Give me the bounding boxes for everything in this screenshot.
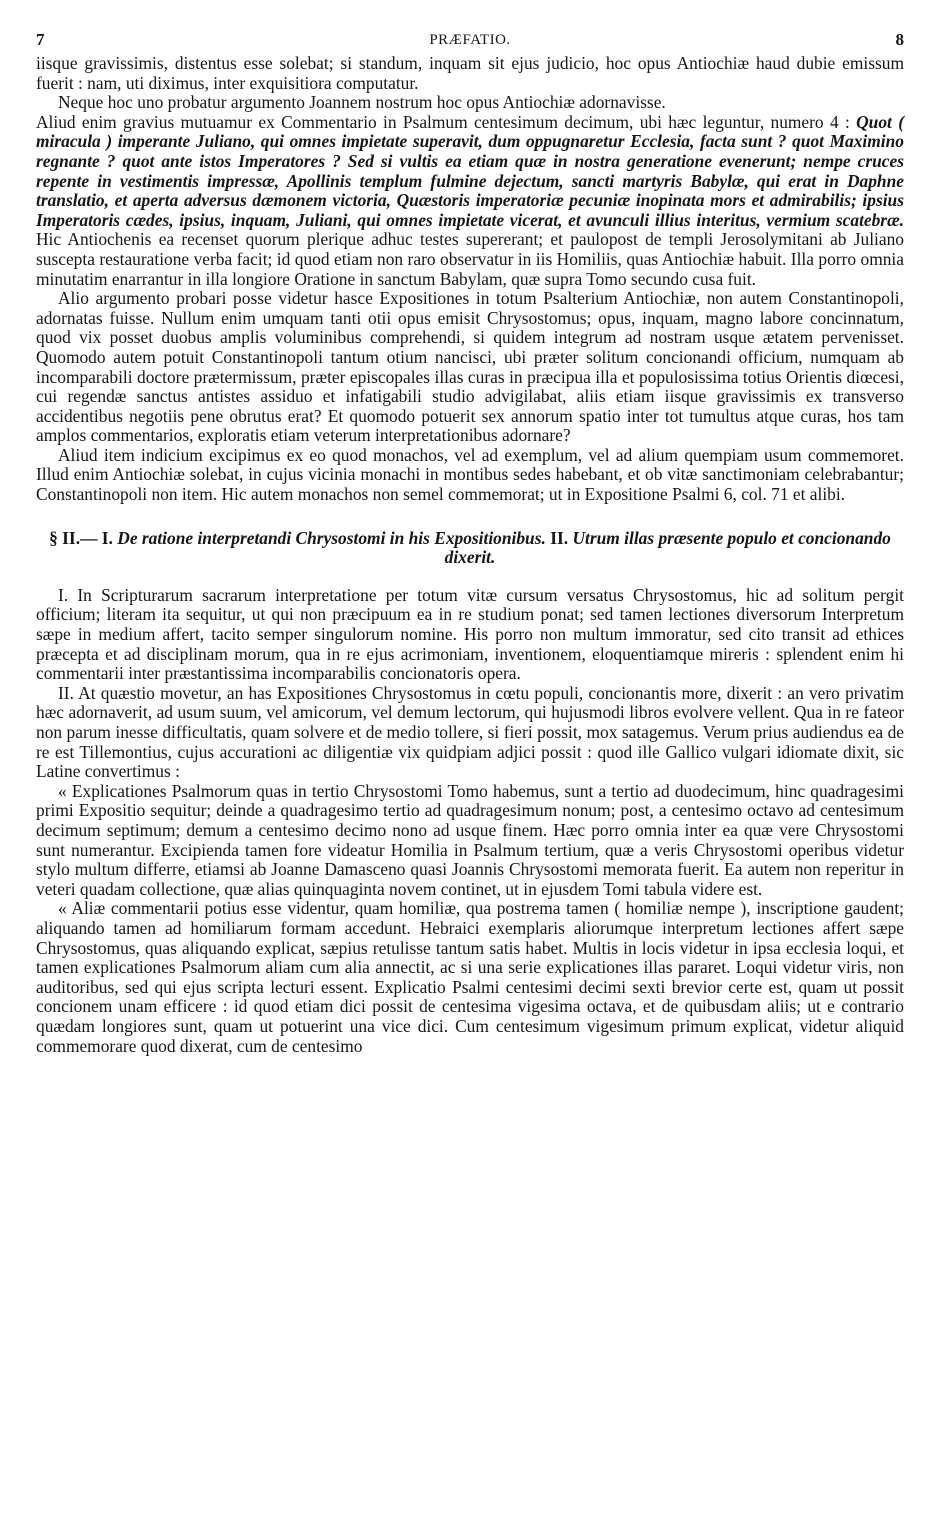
paragraph-3 xyxy=(36,113,904,289)
paragraph-2: Neque hoc uno probatur argumento Joannem nostrum hoc opus Antiochiæ adornavisse. xyxy=(58,92,666,113)
spacer xyxy=(36,568,904,586)
running-title: PRÆFATIO. xyxy=(429,32,511,48)
paragraph-4: Alio argumento probari posse videtur hasce Expositiones in totum Psalterium Antiochiæ, non autem Constantinopoli, adornatas fuisse. Nullum enim umquam tanti otii opus emisit Chrysostomus; opus, inquam, magno labore concinnatum, quod vix posset duobus amplis voluminibus comprehendi, si quidem integrum ad nostram usque ætatem pervenisset. Quomodo autem potuit Constantinopoli tantum otium nancisci, ubi præter solitum concionandi officium, numquam ab incomparabili doctore prætermissum, præter episcopales illas curas in præcipua illa et populosissima totius Orientis diœcesi, cui regendæ sanctus antistes assiduo et infatigabili studio advigilabat, aliis etiam iisque gravissimis ex transverso accidentibus negotiis pene obrutus erat? Et quomodo potuerit sex annorum spatio inter tot tumultus atque curas, hos tam amplos commentarios, exploratis etiam veterum interpretationibus adornare? xyxy=(36,288,904,446)
section-mark-2: II. xyxy=(550,527,569,548)
paragraph-7: II. At quæstio movetur, an has Expositiones Chrysostomus in cœtu populi, concionantis more, dixerit : an vero privatim hæc adornaverit, ad usum suum, vel amicorum, vel demum lectorum, qui hujusmodi libros evolvere vellent. Qua in re fateor non parum inesse difficultatis, quam solvere et de medio tollere, si fieri possit, mox satagemus. Verum prius audiendus ea de re est Tillemontius, cujus accurationi ac diligentiæ vix quidpiam adjici possit : quod ille Gallico vulgari idiomate dixit, sic Latine convertimus : xyxy=(36,682,904,782)
paragraph-3-quote: Quot ( miracula ) imperante Juliano, qui omnes impietate superavit, dum oppugnaretur Ecclesia, facta sunt ? quot Maximino regnante ? quot ante istos Imperatores ? Sed si vultis ea etiam quæ in nostra generatione evenerunt; nempe cruces repente in vestimentis impressæ, Apollinis templum fulmine dejectum, sancti martyris Babylæ, qui erat in Daphne translatio, et aperta adversus dæmonem victoria, Quæstoris imperatoriæ pecuniæ inopinata mors et admirabilis; ipsius Imperatoris cædes, ipsius, inquam, Juliani, qui omnes impietate vicerat, et avunculi illius interitus, vermium scatebræ. xyxy=(36,111,904,230)
page-number-right: 8 xyxy=(895,30,904,49)
page-number-left: 7 xyxy=(36,30,45,49)
page-header xyxy=(36,30,904,54)
paragraph-6: I. In Scripturarum sacrarum interpretatione per totum vitæ cursum versatus Chrysostomus, hic ad solitum pergit officium; literam ita sequitur, ut qui non præcipuum ea in re studium ponat; sed tamen lectiones diversorum Interpretum sæpe in medium affert, tacito semper singulorum nomine. His porro non multum immoratur, sed cito transit ad ethices præcepta et ad disciplinam morum, qua in re ejus acrimoniam, inventionem, eloquentiamque mireris : splendent enim hi commentarii inter præstantissima incomparabilis concionatoris opera. xyxy=(36,584,904,684)
paragraph-1: iisque gravissimis, distentus esse solebat; si standum, inquam sit ejus judicio, hoc opus Antiochiæ haud dubie emissum fuerit : nam, uti diximus, inter exquisitiora computatur. xyxy=(36,53,904,93)
document-page xyxy=(36,30,904,1056)
paragraph-3-lead: Aliud enim gravius mutuamur ex Commentario in Psalmum centesimum decimum, ubi hæc leguntur, numero 4 : xyxy=(36,111,857,132)
section-title-b: Utrum illas præsente populo et concionando dixerit. xyxy=(444,527,891,568)
paragraph-8: « Explicationes Psalmorum quas in tertio Chrysostomi Tomo habemus, sunt a tertio ad duodecimum, hinc quadragesimi primi Expositio sequitur; deinde a quadragesimo tertio ad quadragesimum nonum; post, a centesimo octavo ad centesimum decimum septimum; demum a centesimo decimo nono ad usque finem. Hæc porro omnia inter ea quæ vere Chrysostomi sunt numerantur. Excipienda tamen fore videatur Homilia in Psalmum tertium, quæ a veris Chrysostomi operibus videtur stylo multum differre, etiamsi ab Joanne Damasceno quasi Joannis Chrysostomi memorata fuerit. Ea autem non reperitur in veteri quadam collectione, quæ alias quinquaginta novem continet, ut in ejusdem Tomi tabula videre est. xyxy=(36,780,904,899)
section-title-a: De ratione interpretandi Chrysostomi in his Expositionibus. xyxy=(117,527,546,548)
section-mark: § II.— I. xyxy=(49,527,113,548)
paragraph-5: Aliud item indicium excipimus ex eo quod monachos, vel ad exemplum, vel ad alium quempiam usum commemoret. Illud enim Antiochiæ solebat, in cujus vicinia monachi in montibus sedes habebant, et ob vitæ sanctimoniam celebrabantur; Constantinopoli non item. Hic autem monachos non semel commemorat; ut in Expositione Psalmi 6, col. 71 et alibi. xyxy=(36,444,904,505)
paragraph-3-tail: Hic Antiochenis ea recenset quorum plerique adhuc testes supererant; et paulopost de templi Jerosolymitani ab Juliano suscepta restauratione verba facit; id quod etiam non raro observatur in iis Homiliis, quas Antiochiæ habuit. Illa porro omnia minutatim enarrantur in illa longiore Oratione in sanctum Babylam, quæ supra Tomo secundo cusa fuit. xyxy=(36,229,904,289)
paragraph-9: « Aliæ commentarii potius esse videntur, quam homiliæ, qua postrema tamen ( homiliæ nempe ), inscriptione gaudent; aliquando tamen ad homiliarum formam accedunt. Hebraici exemplaris aliorumque interpretum lectiones affert sæpe Chrysostomus, quas aliquando explicat, sæpius retulisse tantum satis habet. Multis in locis videtur in ipsa ecclesia loqui, et tamen explicationes Psalmorum aliam cum alia annectit, ac si una serie explicationes illas pararet. Loqui videtur viris, non auditoribus, sed qui ejus scripta lecturi essent. Explicatio Psalmi centesimi decimi sexti brevior certe est, quam ut possit concionem unam efficere : id quod etiam dici possit de centesima vigesima octava, et de quibusdam aliis; ut e contrario quædam longiores sunt, quam ut potuerint una vice dici. Cum centesimum vigesimum primum explicat, videtur aliquid commemorare quod dixerat, cum de centesimo xyxy=(36,898,904,1056)
section-heading xyxy=(36,529,904,568)
